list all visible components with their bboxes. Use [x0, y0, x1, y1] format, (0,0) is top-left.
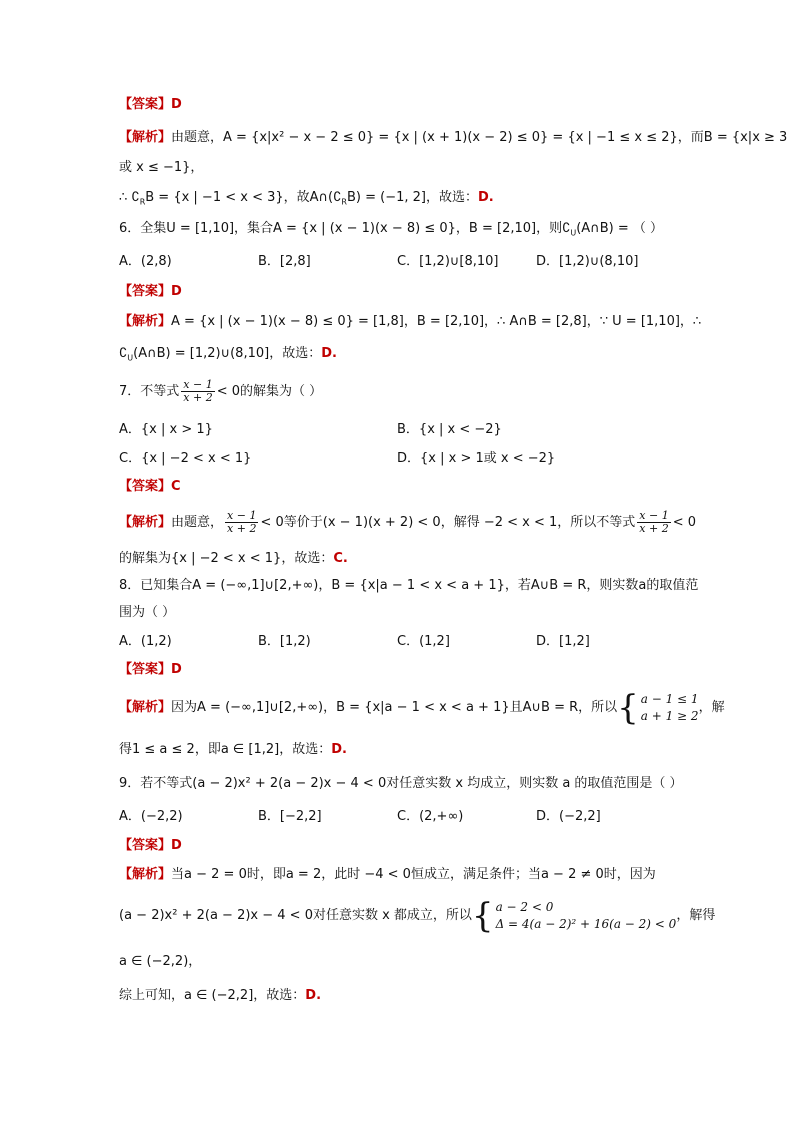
- q9-system-row1: a − 2 < 0: [495, 899, 554, 914]
- q8-option-d: D．[1,2]: [536, 634, 590, 649]
- q6-analysis-text2a: ∁: [119, 346, 128, 361]
- q9-option-c: C．(2,+∞): [397, 809, 464, 824]
- q8-analysis-post: ，解: [698, 700, 725, 715]
- analysis-label: 【解析】: [119, 700, 172, 715]
- q6-stem-text: 6．全集U = [1,10]，集合A = {x | (x − 1)(x − 8) ≤ 0}，B = [2,10]，则∁: [119, 221, 571, 236]
- q9-stem: 9．若不等式(a − 2)x² + 2(a − 2)x − 4 < 0对任意实数 x 均成立，则实数 a 的取值范围是（ ）: [119, 776, 683, 791]
- q9-analysis-line4: [119, 986, 321, 1006]
- q6-answer-line: [119, 282, 182, 302]
- q5-analysis-text3b: B = {x | −1 < x < 3}，故A∩(∁: [145, 190, 342, 205]
- q5-analysis-line2: [119, 158, 203, 178]
- q8-analysis-choice: D.: [331, 742, 347, 757]
- q8-answer-line: [119, 660, 182, 680]
- q7-analysis-fraction-1: [225, 510, 258, 535]
- q6-option-c: C．[1,2)∪[8,10]: [397, 254, 499, 269]
- q5-analysis-sub2: R: [341, 197, 347, 207]
- q7-option-d: D．{x | x > 1或 x < −2}: [397, 451, 556, 466]
- q5-analysis-line1: [119, 128, 787, 148]
- q6-stem-post: (A∩B) = （ ）: [576, 221, 663, 236]
- q8-option-c: C．(1,2]: [397, 634, 450, 649]
- q9-analysis-post: ，解得: [676, 908, 716, 923]
- q5-answer: D: [171, 97, 182, 112]
- q6-analysis-line2: [119, 344, 337, 369]
- q9-system: [471, 895, 677, 936]
- q9-analysis-pre: (a − 2)x² + 2(a − 2)x − 4 < 0对任意实数 x 都成立，所以: [119, 908, 472, 923]
- q7-analysis-pre: 由题意，: [171, 515, 224, 530]
- q8-brace-glyph: {: [617, 687, 639, 728]
- q6-option-d: D．[1,2)∪(8,10]: [536, 254, 639, 269]
- q9-answer: D: [171, 838, 182, 853]
- q9-brace-glyph: {: [471, 895, 494, 936]
- q8-option-a: A．(1,2): [119, 634, 172, 649]
- q5-answer-line: [119, 95, 182, 115]
- q9-analysis-line1: [119, 865, 656, 885]
- q6-stem-sub: U: [570, 228, 577, 238]
- analysis-label: 【解析】: [119, 130, 172, 145]
- q5-analysis-line3: [119, 188, 494, 213]
- q5-analysis-text3a: ∴ ∁: [119, 190, 140, 205]
- q9-analysis-line3: a ∈ (−2,2)，: [119, 954, 202, 969]
- q7-analysis-text2: 的解集为{x | −2 < x < 1}，故选：: [119, 551, 334, 566]
- q7-stem-post: < 0的解集为（ ）: [216, 384, 323, 399]
- q6-answer: D: [171, 284, 182, 299]
- answer-label: 【答案】: [119, 284, 172, 299]
- q7-analysis-mid: < 0等价于(x − 1)(x + 2) < 0，解得 −2 < x < 1，所以不等式: [260, 515, 636, 530]
- q9-option-a: A．(−2,2): [119, 809, 183, 824]
- q9-system-rows: [496, 899, 677, 933]
- q8-option-b: B．[1,2): [258, 634, 311, 649]
- q7-frac-num: x − 1: [227, 509, 257, 522]
- q7-option-c: C．{x | −2 < x < 1}: [119, 451, 252, 466]
- q7-frac-num: x − 1: [183, 378, 213, 391]
- q7-answer: C: [171, 479, 181, 494]
- q8-system: [617, 687, 699, 728]
- q7-analysis-choice: C.: [333, 551, 348, 566]
- q6-option-b: B．[2,8]: [258, 254, 311, 269]
- q9-option-b: B．[−2,2]: [258, 809, 322, 824]
- q7-answer-line: [119, 477, 181, 497]
- analysis-label: 【解析】: [119, 867, 172, 882]
- q8-system-rows: [641, 691, 699, 725]
- q8-analysis-line2: [119, 740, 347, 760]
- q7-stem: [119, 377, 322, 407]
- q8-analysis-text2: 得1 ≤ a ≤ 2，即a ∈ [1,2]，故选：: [119, 742, 332, 757]
- q5-analysis-sub1: R: [139, 197, 146, 207]
- q7-frac-den: x + 2: [639, 522, 669, 535]
- q7-option-b: B．{x | x < −2}: [397, 422, 502, 437]
- q9-analysis-text1: 当a − 2 = 0时，即a = 2，此时 −4 < 0恒成立，满足条件；当a − 2 ≠ 0时，因为: [171, 867, 656, 882]
- q8-analysis-line1: [119, 687, 725, 728]
- q7-fraction: [181, 379, 214, 404]
- q7-analysis-line2: [119, 549, 348, 569]
- q7-analysis-line1: [119, 508, 696, 538]
- q5-analysis-text1: 由题意，A = {x|x² − x − 2 ≤ 0} = {x | (x + 1)(x − 2) ≤ 0} = {x | −1 ≤ x ≤ 2}，而B = {x|x ≥ 3: [171, 130, 788, 145]
- answer-label: 【答案】: [119, 662, 172, 677]
- q5-analysis-choice: D.: [477, 190, 494, 205]
- q9-system-row2: Δ = 4(a − 2)² + 16(a − 2) < 0: [495, 916, 677, 931]
- q6-analysis-choice: D.: [321, 346, 337, 361]
- q7-analysis-fraction-2: [637, 510, 670, 535]
- q7-option-a: A．{x | x > 1}: [119, 422, 213, 437]
- answer-label: 【答案】: [119, 479, 172, 494]
- q9-analysis-line2: [119, 896, 715, 936]
- q7-frac-den: x + 2: [227, 522, 257, 535]
- q7-frac-num: x − 1: [639, 509, 669, 522]
- q9-analysis-choice: D.: [305, 988, 322, 1003]
- q6-stem: [119, 219, 663, 244]
- q8-stem-line2: 围为（ ）: [119, 605, 176, 620]
- q8-answer: D: [171, 662, 182, 677]
- q7-analysis-post: < 0: [672, 515, 697, 530]
- q8-system-row2: a + 1 ≥ 2: [640, 708, 699, 723]
- answer-label: 【答案】: [119, 838, 172, 853]
- q7-frac-den: x + 2: [183, 391, 213, 404]
- q8-stem-line1: 8．已知集合A = (−∞,1]∪[2,+∞)，B = {x|a − 1 < x < a + 1}，若A∪B = R，则实数a的取值范: [119, 578, 699, 593]
- q6-analysis-sub: U: [127, 353, 134, 363]
- answer-label: 【答案】: [119, 97, 172, 112]
- q9-answer-line: [119, 836, 182, 856]
- q8-system-row1: a − 1 ≤ 1: [640, 691, 699, 706]
- q6-analysis-line1: [119, 312, 701, 332]
- q7-stem-pre: 7．不等式: [119, 384, 180, 399]
- analysis-label: 【解析】: [119, 515, 172, 530]
- q9-option-d: D．(−2,2]: [536, 809, 601, 824]
- q5-analysis-text3c: B) = (−1, 2]，故选：: [346, 190, 478, 205]
- q6-analysis-text2b: (A∩B) = [1,2)∪(8,10]，故选：: [133, 346, 322, 361]
- q8-analysis-pre: 因为A = (−∞,1]∪[2,+∞)，B = {x|a − 1 < x < a + 1}且A∪B = R，所以: [171, 700, 618, 715]
- q6-option-a: A．(2,8): [119, 254, 172, 269]
- analysis-label: 【解析】: [119, 314, 172, 329]
- q9-analysis-text4: 综上可知，a ∈ (−2,2]，故选：: [119, 988, 306, 1003]
- q5-analysis-text2: 或 x ≤ −1}，: [119, 160, 204, 175]
- q6-analysis-text1: A = {x | (x − 1)(x − 8) ≤ 0} = [1,8]，B = [2,10]，∴ A∩B = [2,8]，∵ U = [1,10]，∴: [171, 314, 702, 329]
